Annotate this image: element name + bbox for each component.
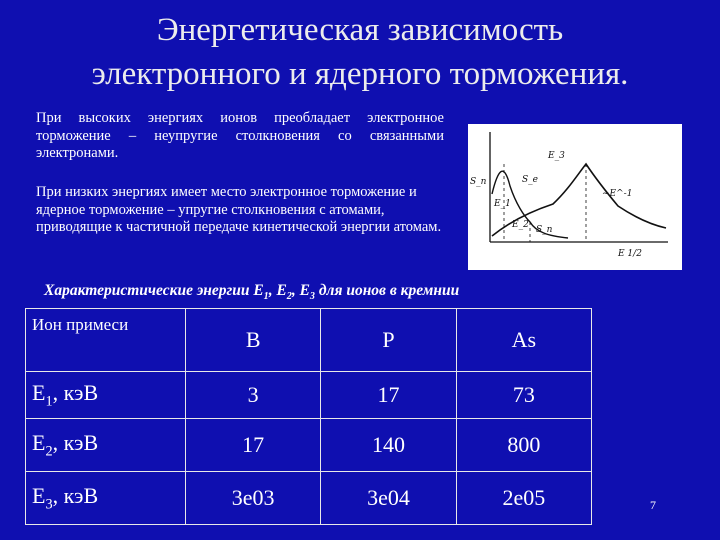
label-e-minus-1: ~E^-1: [602, 189, 633, 199]
title-line-1: Энергетическая зависимость: [156, 12, 564, 48]
label-sn: S_n: [536, 225, 553, 235]
caption-sub-2: 2: [286, 291, 292, 303]
paragraph-high-energy: При высоких энергиях ионов преобладает электронное торможение – неупругие столкновения со связанными электронами.: [36, 110, 444, 161]
label-se: S_e: [522, 175, 538, 185]
label-e3: E_3: [548, 151, 565, 161]
table-row: [26, 472, 592, 525]
header-col-as: As: [456, 309, 591, 372]
header-col-b: B: [186, 309, 321, 372]
cell-e1-b: 3: [186, 372, 321, 419]
header-ion-label: Ион примеси: [26, 309, 186, 372]
characteristic-energies-table: [25, 308, 592, 525]
caption-suffix: для ионов в кремнии: [314, 282, 460, 299]
cell-e2-as: 800: [456, 419, 591, 472]
cell-e1-p: 17: [321, 372, 456, 419]
cell-e2-p: 140: [321, 419, 456, 472]
cell-e3-b: 3e03: [186, 472, 321, 525]
label-e1: E_1: [494, 199, 511, 209]
caption-mid-2: , E: [291, 282, 310, 299]
table-header-row: [26, 309, 592, 372]
caption-mid-1: , E: [268, 282, 287, 299]
page-number: 7: [650, 498, 656, 512]
title-line-2: электронного и ядерного торможения.: [91, 56, 629, 92]
table-row: [26, 372, 592, 419]
table-caption: [44, 282, 684, 302]
header-col-p: P: [321, 309, 456, 372]
label-s-axis: S_п: [470, 177, 487, 187]
stopping-power-figure: [468, 124, 682, 270]
stopping-power-plot: [468, 124, 682, 270]
label-x-axis: E 1/2: [618, 249, 642, 259]
cell-e3-as: 2e05: [456, 472, 591, 525]
cell-e2-b: 17: [186, 419, 321, 472]
table-row: [26, 419, 592, 472]
row-label-e1: $E_1$, кэВ: [26, 372, 186, 419]
caption-sub-1: 1: [263, 291, 269, 303]
cell-e3-p: 3e04: [321, 472, 456, 525]
caption-prefix: Характеристические энергии E: [44, 282, 264, 299]
row-label-e3: $E_3$, кэВ: [26, 472, 186, 525]
slide-title: [0, 8, 720, 96]
cell-e1-as: 73: [456, 372, 591, 419]
row-label-e2: $E_2$, кэВ: [26, 419, 186, 472]
caption-sub-3: 3: [309, 291, 315, 303]
label-e2: E_2: [512, 220, 529, 230]
paragraph-low-energy: При низких энергиях имеет место электронное торможение и ядерное торможение – упругие столкновения с атомами, приводящие к частичной передаче кинетической энергии атомам.: [36, 184, 442, 235]
